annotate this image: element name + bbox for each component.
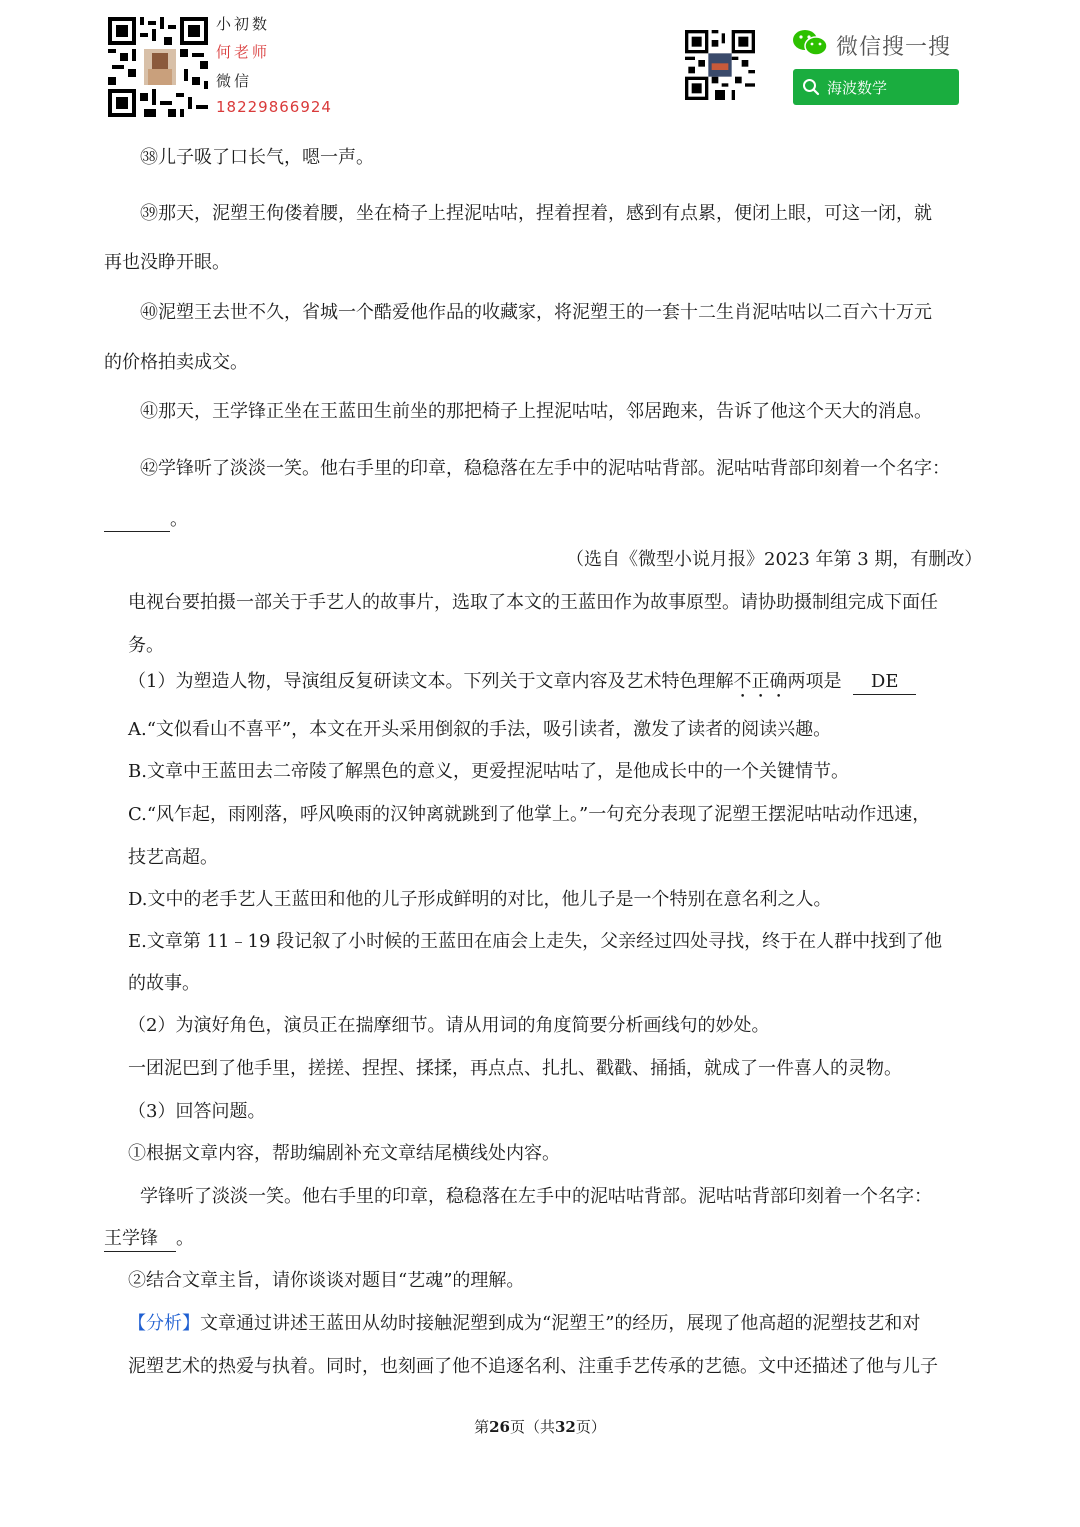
paragraph-42-line1: ㊷学锋听了淡淡一笑。他右手里的印章，稳稳落在左手中的泥咕咕背部。泥咕咕背部印刻着一个名字： (140, 458, 950, 479)
answer-blank (104, 511, 170, 532)
paragraph-38: ㊳儿子吸了口长气，嗯一声。 (140, 147, 374, 168)
task-intro-line1: 电视台要拍摄一部关于手艺人的故事片，选取了本文的王蓝田作为故事原型。请协助摄制组完成下面任 (128, 592, 938, 613)
qr-code-wechat (685, 30, 755, 100)
source-citation: （选自《微型小说月报》2023 年第 3 期，有删改） (566, 549, 983, 570)
question-3-1: ①根据文章内容，帮助编剧补充文章结尾横线处内容。 (128, 1143, 560, 1164)
option-a: A.“文似看山不喜平”，本文在开头采用倒叙的手法，吸引读者，激发了读者的阅读兴趣。 (128, 719, 832, 740)
wechat-search-button[interactable] (793, 69, 959, 105)
option-e-line1: E.文章第 11﹣19 段记叙了小时候的王蓝田在庙会上走失，父亲经过四处寻找，终于在人群中找到了他 (128, 931, 943, 952)
search-icon (802, 78, 820, 96)
page-total: 32 (555, 1418, 576, 1436)
task-intro-line2: 务。 (128, 635, 164, 656)
option-e-line2: 的故事。 (128, 973, 200, 994)
paragraph-41: ㊶那天，王学锋正坐在王蓝田生前坐的那把椅子上捏泥咕咕，邻居跑来，告诉了他这个天大的消息。 (140, 401, 932, 422)
page-number: 26 (489, 1418, 510, 1436)
question-3-2: ②结合文章主旨，请你谈谈对题目“艺魂”的理解。 (128, 1270, 525, 1291)
question-3-1-answer-line: 王学锋 。 (104, 1227, 194, 1252)
analysis-line1: 【分析】文章通过讲述王蓝田从幼时接触泥塑到成为“泥塑王”的经历，展现了他高超的泥塑技艺和对 (128, 1313, 921, 1334)
option-c-line1: C.“风乍起，雨刚落，呼风唤雨的汉钟离就跳到了他掌上。”一句充分表现了泥塑王摆泥咕咕动作迅速， (128, 804, 931, 825)
card-title: 小初数 (216, 15, 271, 33)
question-2: （2）为演好角色，演员正在揣摩细节。请从用词的角度简要分析画线句的妙处。 (128, 1015, 770, 1036)
option-d: D.文中的老手艺人王蓝田和他的儿子形成鲜明的对比，他儿子是一个特别在意名利之人。 (128, 889, 832, 910)
question-3-1-answer: 王学锋 (104, 1227, 176, 1252)
question-2-sentence: 一团泥巴到了他手里，搓搓、捏捏、揉揉，再点点、扎扎、戳戳、捅插，就成了一件喜人的灵物。 (128, 1058, 902, 1079)
card-phone: 18229866924 (216, 98, 332, 116)
question-3-1-quote: 学锋听了淡淡一笑。他右手里的印章，稳稳落在左手中的泥咕咕背部。泥咕咕背部印刻着一个名字： (140, 1186, 932, 1207)
option-b: B.文章中王蓝田去二帝陵了解黑色的意义，更爱捏泥咕咕了，是他成长中的一个关键情节。 (128, 761, 849, 782)
question-1: （1）为塑造人物，导演组反复研读文本。下列关于文章内容及艺术特色理解不正确两项是 DE (128, 670, 916, 702)
question-3: （3）回答问题。 (128, 1101, 266, 1122)
paragraph-40-line1: ㊵泥塑王去世不久，省城一个酷爱他作品的收藏家，将泥塑王的一套十二生肖泥咕咕以二百六十万元 (140, 302, 932, 323)
qr-code-teacher (108, 17, 208, 117)
paragraph-40-line2: 的价格拍卖成交。 (104, 352, 248, 373)
paragraph-42-line2: 。 (104, 508, 188, 532)
analysis-tag: 【分析】 (128, 1313, 200, 1334)
card-wechat: 微信 (216, 72, 253, 90)
wechat-search-title: 微信搜一搜 (836, 35, 952, 60)
question-1-answer: DE (853, 670, 917, 695)
option-c-line2: 技艺高超。 (128, 847, 218, 868)
wechat-search-button-label: 海波数学 (827, 79, 888, 97)
paragraph-39-line1: ㊴那天，泥塑王佝偻着腰，坐在椅子上捏泥咕咕，捏着捏着，感到有点累，便闭上眼，可这一闭，就 (140, 203, 932, 224)
analysis-line2: 泥塑艺术的热爱与执着。同时，也刻画了他不追逐名利、注重手艺传承的艺德。文中还描述了他与儿子 (128, 1356, 938, 1377)
card-teacher: 何老师 (216, 43, 271, 61)
paragraph-39-line2: 再也没睁开眼。 (104, 252, 230, 273)
wechat-logo-icon (792, 28, 828, 58)
question-1-emphasis: 不正确 (733, 671, 788, 692)
page-footer: 第26页（共32页） (474, 1418, 606, 1436)
